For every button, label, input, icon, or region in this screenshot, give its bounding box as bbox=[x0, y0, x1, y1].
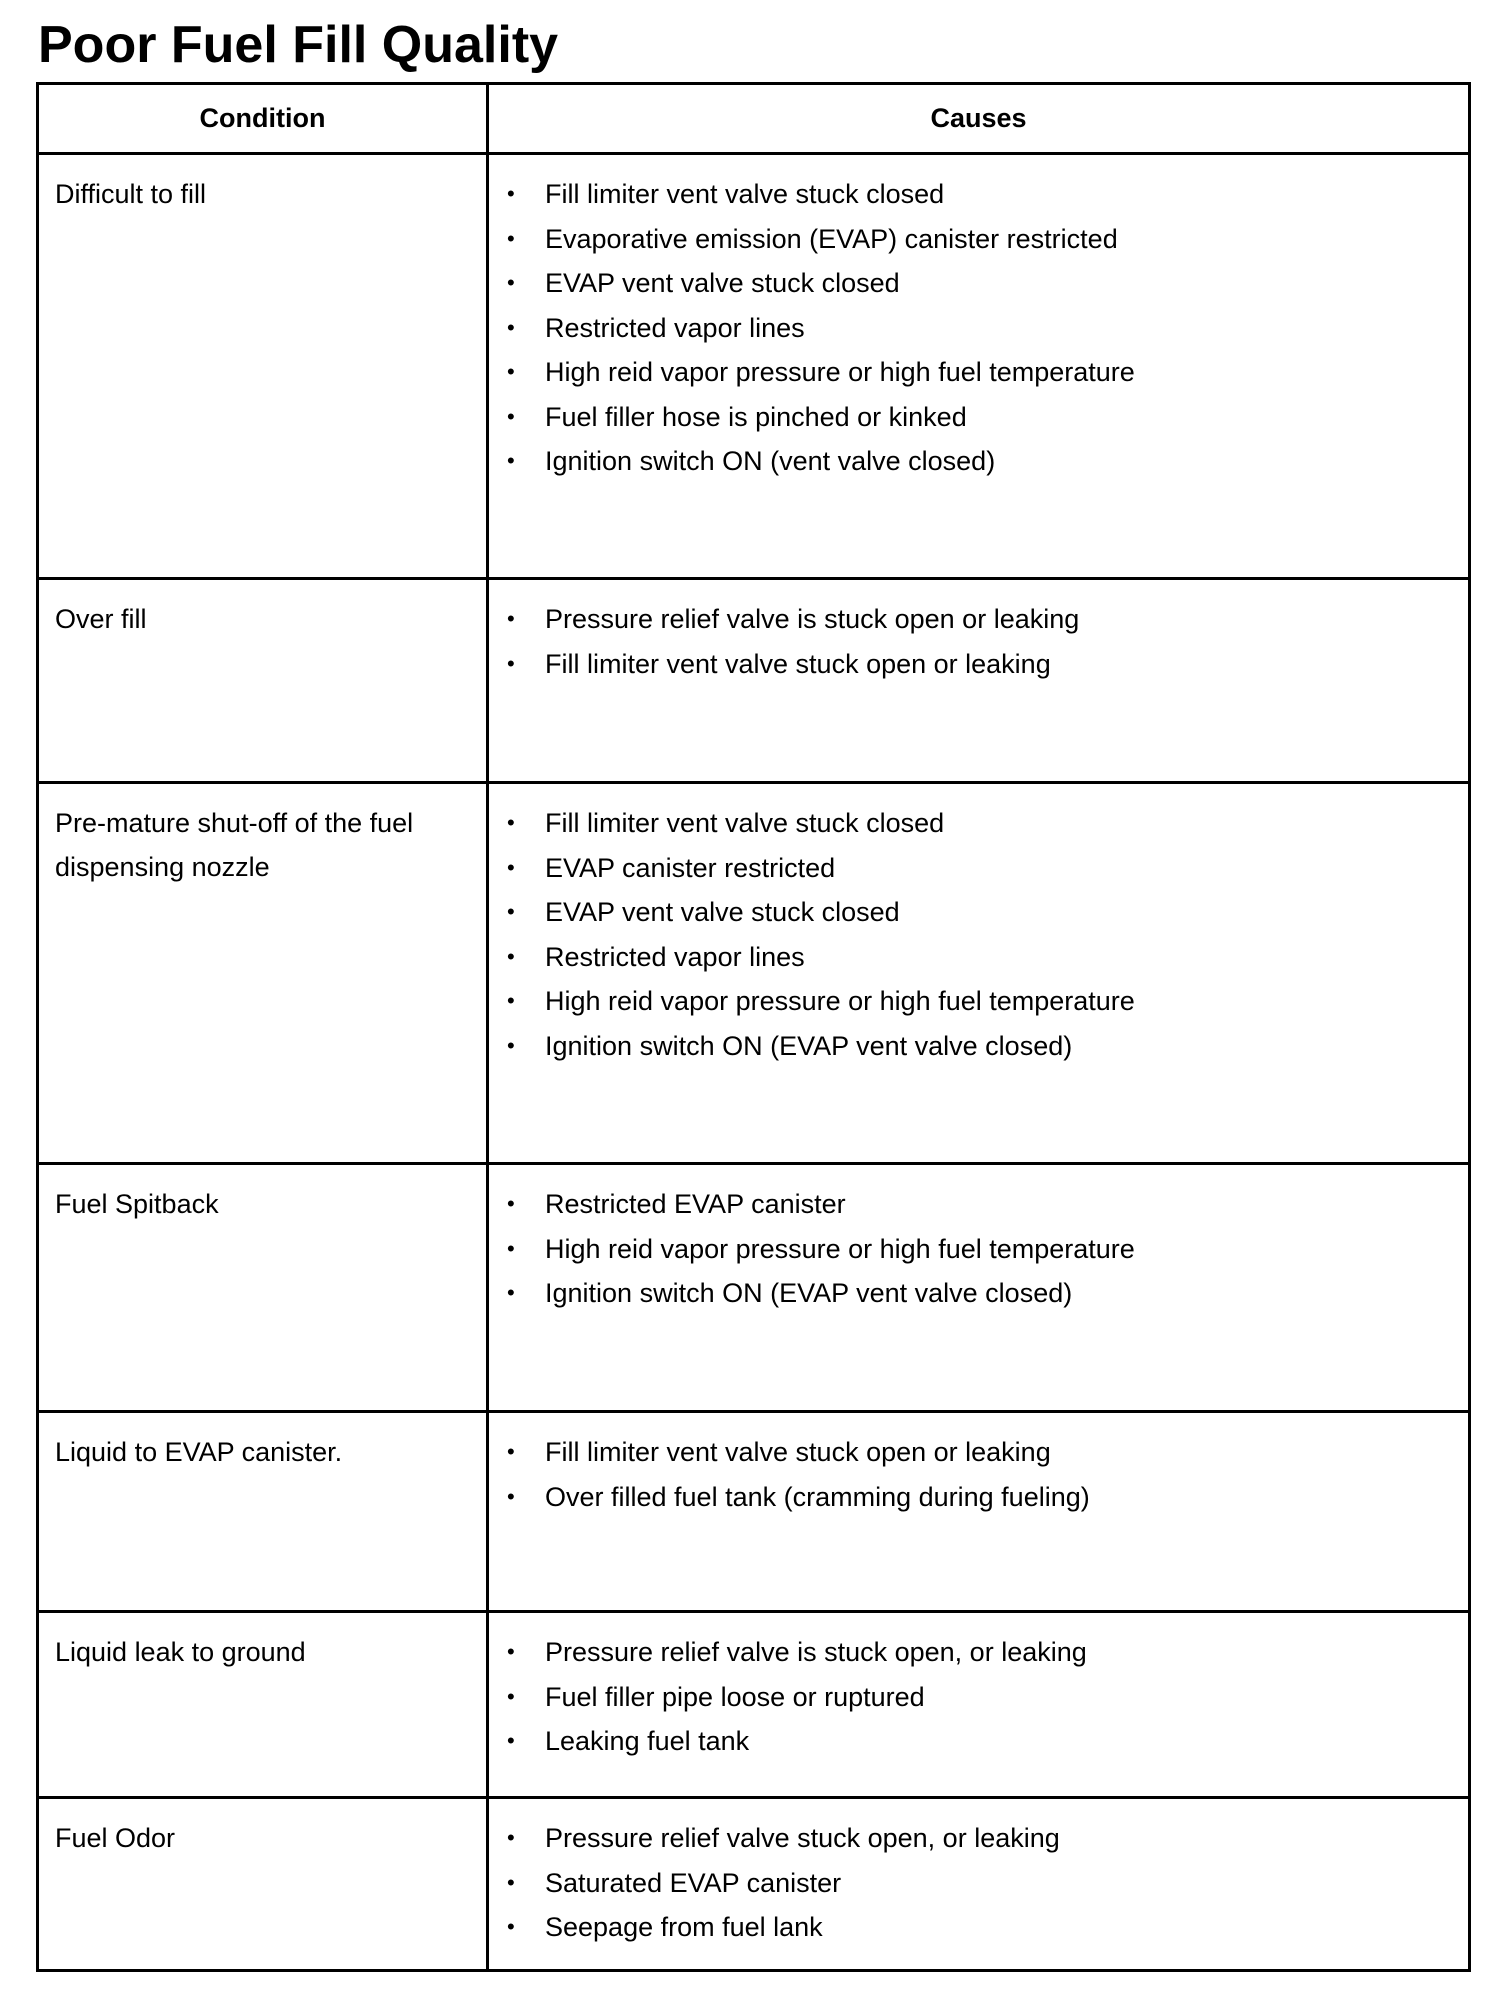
cause-list-item bbox=[489, 350, 1456, 395]
cause-list-item bbox=[489, 1227, 1456, 1272]
causes-list bbox=[489, 580, 1468, 686]
bullet-icon: • bbox=[507, 1191, 515, 1216]
cause-text: Fill limiter vent valve stuck closed bbox=[545, 808, 945, 838]
cause-text: Fill limiter vent valve stuck open or leaking bbox=[545, 648, 1051, 679]
cause-list-item bbox=[489, 439, 1456, 484]
cause-list-item bbox=[489, 172, 1456, 217]
cause-list-item bbox=[489, 1905, 1456, 1950]
cause-list-item bbox=[489, 1675, 1456, 1720]
condition-cell bbox=[38, 1798, 488, 1971]
cause-text: Ignition switch ON (EVAP vent valve closed) bbox=[545, 1030, 1073, 1061]
cause-list-item bbox=[489, 890, 1456, 935]
bullet-icon: • bbox=[507, 943, 515, 969]
bullet-icon: • bbox=[507, 1032, 515, 1058]
cause-list-item bbox=[489, 801, 1456, 846]
condition-cell bbox=[38, 783, 488, 1164]
cause-text: Ignition switch ON (vent valve closed) bbox=[545, 446, 996, 476]
bullet-icon: • bbox=[507, 1483, 515, 1509]
condition-text: Difficult to fill bbox=[55, 179, 207, 209]
cause-list-item bbox=[489, 395, 1456, 440]
cause-text: Fuel filler hose is pinched or kinked bbox=[545, 401, 967, 432]
causes-list bbox=[489, 1613, 1468, 1764]
cause-text: Pressure relief valve is stuck open, or leaking bbox=[545, 1637, 1087, 1667]
bullet-icon: • bbox=[507, 448, 515, 473]
causes-cell bbox=[488, 1798, 1470, 1971]
cause-list-item bbox=[489, 846, 1456, 891]
causes-cell bbox=[488, 1612, 1470, 1798]
cause-text: Saturated EVAP canister bbox=[545, 1867, 842, 1898]
condition-text: Liquid to EVAP canister. bbox=[55, 1437, 343, 1467]
condition-cell bbox=[38, 1164, 488, 1412]
cause-list-item bbox=[489, 261, 1456, 306]
cause-list-item bbox=[489, 1271, 1456, 1316]
table-row bbox=[38, 1612, 1470, 1798]
cause-text: Leaking fuel tank bbox=[545, 1726, 750, 1756]
bullet-icon: • bbox=[507, 899, 515, 924]
bullet-icon: • bbox=[507, 810, 515, 835]
cause-text: Evaporative emission (EVAP) canister restricted bbox=[545, 223, 1118, 254]
causes-cell bbox=[488, 1164, 1470, 1412]
cause-list-item bbox=[489, 1719, 1456, 1764]
table-body bbox=[38, 154, 1470, 1971]
table-header-row bbox=[38, 84, 1470, 154]
bullet-icon: • bbox=[507, 1869, 515, 1895]
cause-list-item bbox=[489, 1630, 1456, 1675]
bullet-icon: • bbox=[507, 181, 515, 206]
bullet-icon: • bbox=[507, 1914, 515, 1939]
table-row bbox=[38, 783, 1470, 1164]
bullet-icon: • bbox=[507, 1639, 515, 1664]
cause-text: Restricted EVAP canister bbox=[545, 1189, 846, 1219]
cause-list-item bbox=[489, 597, 1456, 642]
cause-text: High reid vapor pressure or high fuel temperature bbox=[545, 1233, 1135, 1264]
bullet-icon: • bbox=[507, 988, 515, 1013]
causes-list bbox=[489, 1413, 1468, 1519]
causes-list bbox=[489, 1799, 1468, 1950]
bullet-icon: • bbox=[507, 225, 515, 251]
bullet-icon: • bbox=[507, 403, 515, 429]
condition-column-header: Condition bbox=[38, 84, 488, 154]
cause-list-item bbox=[489, 642, 1456, 687]
cause-list-item bbox=[489, 1182, 1456, 1227]
causes-cell bbox=[488, 1412, 1470, 1612]
condition-text: Fuel Spitback bbox=[55, 1189, 219, 1219]
condition-text: Pre-mature shut-off of the fuel dispensing nozzle bbox=[55, 808, 414, 882]
causes-cell bbox=[488, 579, 1470, 783]
causes-list bbox=[489, 784, 1468, 1068]
cause-text: High reid vapor pressure or high fuel temperature bbox=[545, 357, 1135, 387]
bullet-icon: • bbox=[507, 1825, 515, 1850]
table-row bbox=[38, 579, 1470, 783]
cause-text: Over filled fuel tank (cramming during fueling) bbox=[545, 1481, 1090, 1512]
cause-text: Fuel filler pipe loose or ruptured bbox=[545, 1681, 925, 1712]
cause-text: EVAP vent valve stuck closed bbox=[545, 268, 900, 298]
cause-list-item bbox=[489, 1024, 1456, 1069]
bullet-icon: • bbox=[507, 1728, 515, 1753]
bullet-icon: • bbox=[507, 854, 515, 880]
cause-text: Pressure relief valve is stuck open or leaking bbox=[545, 604, 1080, 634]
bullet-icon: • bbox=[507, 359, 515, 384]
cause-list-item bbox=[489, 1475, 1456, 1520]
cause-list-item bbox=[489, 306, 1456, 351]
cause-list-item bbox=[489, 1430, 1456, 1475]
causes-column-header: Causes bbox=[488, 84, 1470, 154]
cause-text: EVAP vent valve stuck closed bbox=[545, 897, 900, 927]
condition-text: Over fill bbox=[55, 604, 147, 634]
bullet-icon: • bbox=[507, 1439, 515, 1464]
page-title: Poor Fuel Fill Quality bbox=[38, 16, 559, 74]
cause-list-item bbox=[489, 217, 1456, 262]
cause-text: Seepage from fuel lank bbox=[545, 1912, 823, 1942]
cause-list-item bbox=[489, 1861, 1456, 1906]
condition-cell bbox=[38, 579, 488, 783]
table-row bbox=[38, 154, 1470, 579]
bullet-icon: • bbox=[507, 650, 515, 676]
cause-list-item bbox=[489, 935, 1456, 980]
condition-cell bbox=[38, 1412, 488, 1612]
fill-quality-table bbox=[36, 82, 1471, 1972]
bullet-icon: • bbox=[507, 1280, 515, 1305]
cause-list-item bbox=[489, 1816, 1456, 1861]
causes-cell bbox=[488, 783, 1470, 1164]
cause-text: Restricted vapor lines bbox=[545, 941, 805, 972]
table-row bbox=[38, 1164, 1470, 1412]
condition-text: Fuel Odor bbox=[55, 1823, 176, 1853]
cause-text: High reid vapor pressure or high fuel temperature bbox=[545, 986, 1135, 1016]
table-row bbox=[38, 1412, 1470, 1612]
cause-list-item bbox=[489, 979, 1456, 1024]
bullet-icon: • bbox=[507, 314, 515, 340]
cause-text: EVAP canister restricted bbox=[545, 852, 836, 883]
cause-text: Restricted vapor lines bbox=[545, 312, 805, 343]
causes-cell bbox=[488, 154, 1470, 579]
condition-cell bbox=[38, 154, 488, 579]
condition-cell bbox=[38, 1612, 488, 1798]
table-row bbox=[38, 1798, 1470, 1971]
cause-text: Fill limiter vent valve stuck open or leaking bbox=[545, 1437, 1051, 1467]
causes-list bbox=[489, 1165, 1468, 1316]
bullet-icon: • bbox=[507, 270, 515, 295]
bullet-icon: • bbox=[507, 1235, 515, 1261]
causes-list bbox=[489, 155, 1468, 484]
condition-text: Liquid leak to ground bbox=[55, 1637, 306, 1667]
cause-text: Pressure relief valve stuck open, or leaking bbox=[545, 1823, 1060, 1853]
cause-text: Fill limiter vent valve stuck closed bbox=[545, 179, 945, 209]
bullet-icon: • bbox=[507, 606, 515, 631]
bullet-icon: • bbox=[507, 1683, 515, 1709]
cause-text: Ignition switch ON (EVAP vent valve closed) bbox=[545, 1278, 1073, 1308]
